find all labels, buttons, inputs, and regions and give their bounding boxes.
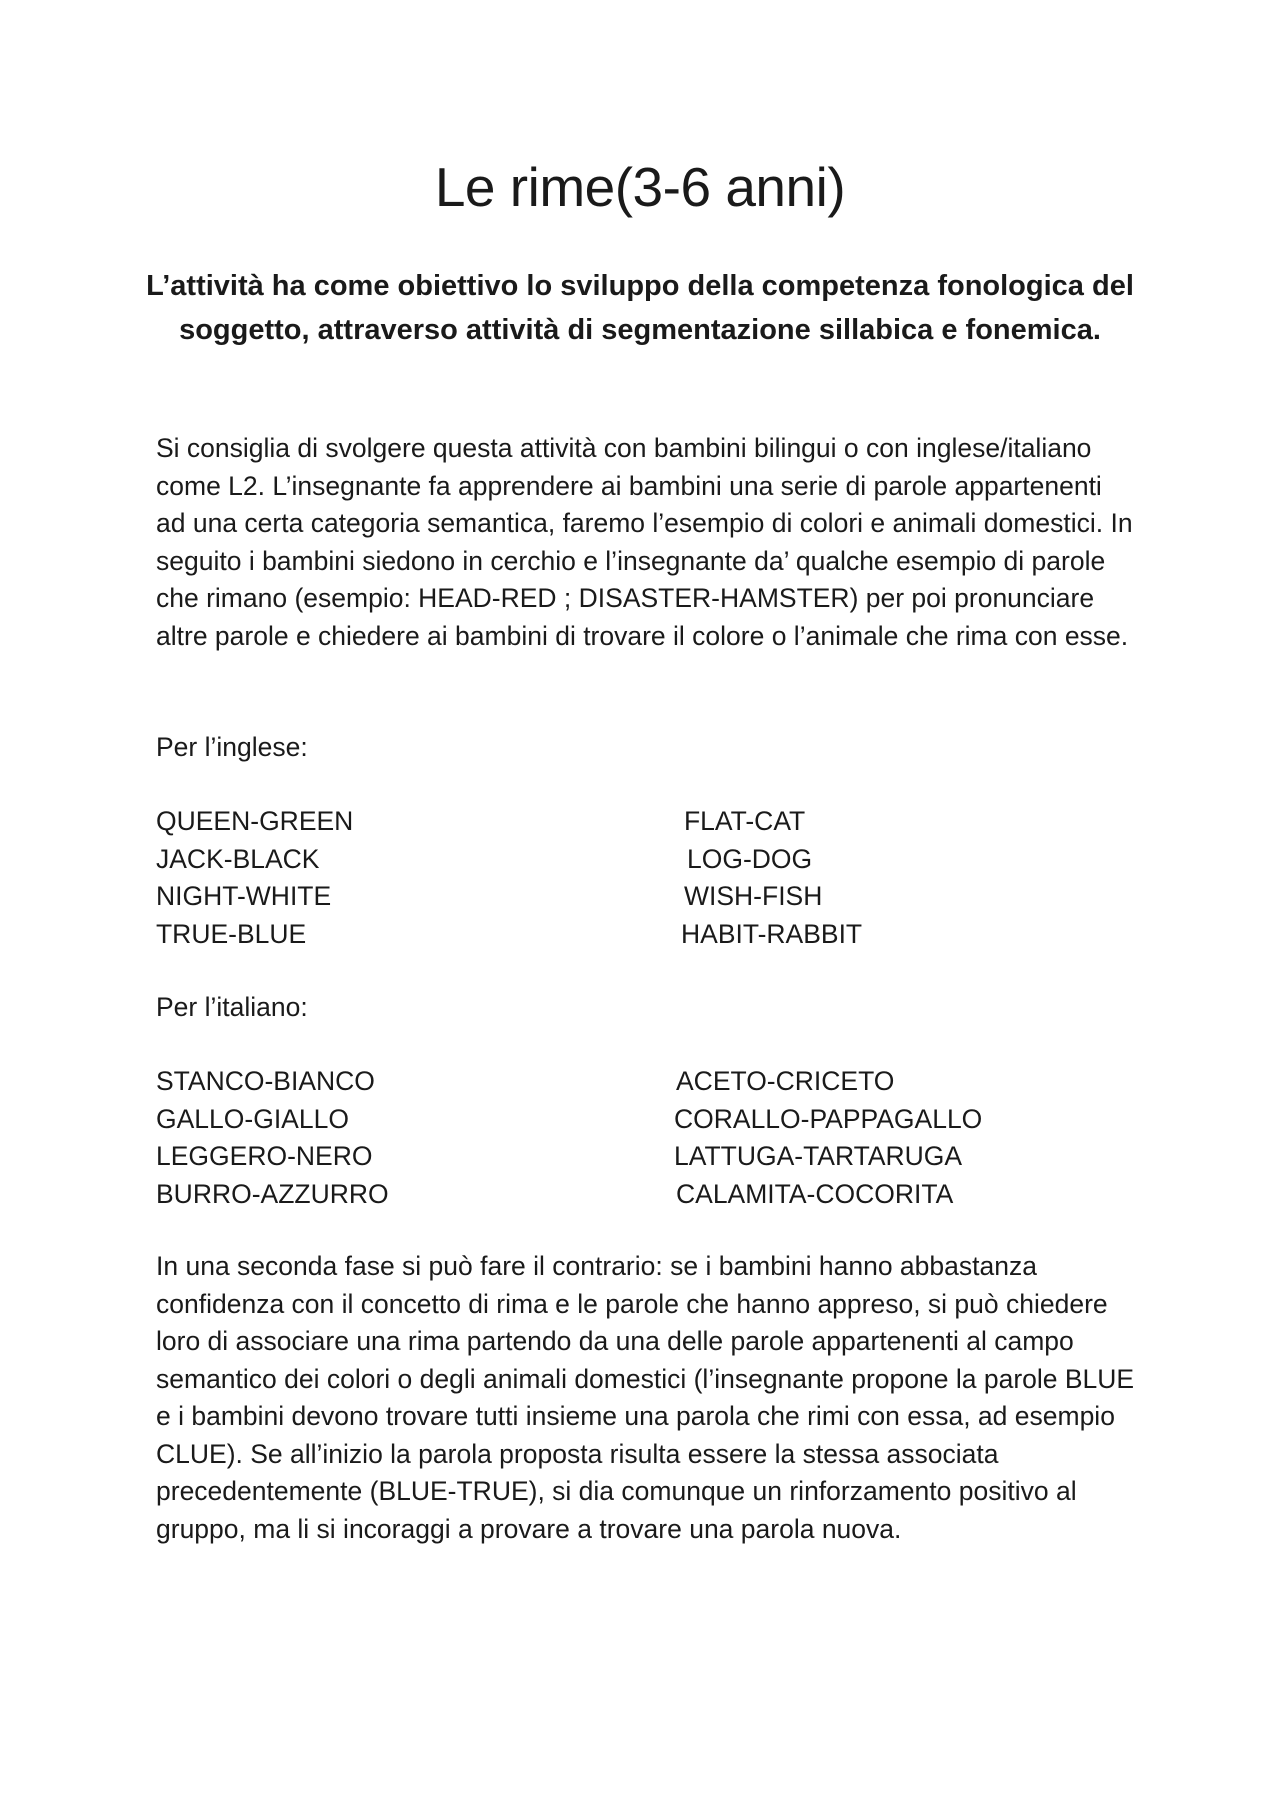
italian-section-label: Per l’italiano: bbox=[156, 992, 308, 1022]
animal-rhyme-pair: CALAMITA-COCORITA bbox=[676, 1178, 954, 1209]
animal-rhyme-pair: HABIT-RABBIT bbox=[681, 918, 863, 949]
rhyme-row bbox=[156, 803, 1056, 841]
english-rhyme-list bbox=[156, 803, 1056, 953]
color-rhyme-pair: STANCO-BIANCO bbox=[156, 1066, 375, 1096]
color-rhyme-pair: NIGHT-WHITE bbox=[156, 881, 332, 911]
intro-paragraph: Si consiglia di svolgere questa attività con bambini bilingui o con inglese/italiano come L2. L’insegnante fa apprendere ai bambini una serie di parole appartenenti ad una certa categoria semantica, faremo l’esempio di colori e animali domestici. In seguito i bambini siedono in cerchio e l’insegnante da’ qualche esempio di parole che rimano (esempio: HEAD-RED ; DISASTER-HAMSTER) per poi pronunciare altre parole e chiedere ai bambini di trovare il colore o l’animale che rima con esse. bbox=[156, 433, 1133, 651]
rhyme-row bbox=[156, 916, 1056, 954]
color-rhyme-pair: JACK-BLACK bbox=[156, 843, 320, 874]
second-phase-paragraph: In una seconda fase si può fare il contrario: se i bambini hanno abbastanza confidenza con il concetto di rima e le parole che hanno appreso, si può chiedere loro di associare una rima partendo da una delle parole appartenenti al campo semantico dei colori o degli animali domestici (l’insegnante propone la parole BLUE e i bambini devono trovare tutti insieme una parola che rimi con essa, ad esempio CLUE). Se all’inizio la parola proposta risulta essere la stessa associata precedentemente (BLUE-TRUE), si dia comunque un rinforzamento positivo al gruppo, ma li si incoraggi a provare a trovare una parola nuova. bbox=[156, 1251, 1135, 1544]
page-title: Le rime(3-6 anni) bbox=[434, 156, 846, 218]
english-section-label: Per l’inglese: bbox=[156, 732, 308, 762]
rhyme-row bbox=[156, 878, 1056, 916]
animal-rhyme-pair: ACETO-CRICETO bbox=[676, 1066, 895, 1096]
rhyme-row bbox=[156, 1138, 1056, 1176]
animal-rhyme-pair: LOG-DOG bbox=[687, 843, 813, 874]
activity-objective: L’attività ha come obiettivo lo sviluppo della competenza fonologica del soggetto, attraverso attività di segmentazione sillabica e fonemica. bbox=[146, 270, 1134, 346]
color-rhyme-pair: BURRO-AZZURRO bbox=[156, 1178, 389, 1209]
animal-rhyme-pair: WISH-FISH bbox=[684, 881, 823, 911]
italian-rhyme-list bbox=[156, 1063, 1056, 1213]
animal-rhyme-pair: CORALLO-PAPPAGALLO bbox=[674, 1103, 983, 1134]
color-rhyme-pair: QUEEN-GREEN bbox=[156, 806, 354, 836]
animal-rhyme-pair: LATTUGA-TARTARUGA bbox=[674, 1141, 963, 1171]
animal-rhyme-pair: FLAT-CAT bbox=[684, 806, 806, 836]
color-rhyme-pair: GALLO-GIALLO bbox=[156, 1103, 349, 1134]
rhyme-row bbox=[156, 1063, 1056, 1101]
color-rhyme-pair: LEGGERO-NERO bbox=[156, 1141, 373, 1171]
rhyme-row bbox=[156, 841, 1056, 879]
color-rhyme-pair: TRUE-BLUE bbox=[156, 918, 307, 949]
rhyme-row bbox=[156, 1176, 1056, 1214]
rhyme-row bbox=[156, 1101, 1056, 1139]
